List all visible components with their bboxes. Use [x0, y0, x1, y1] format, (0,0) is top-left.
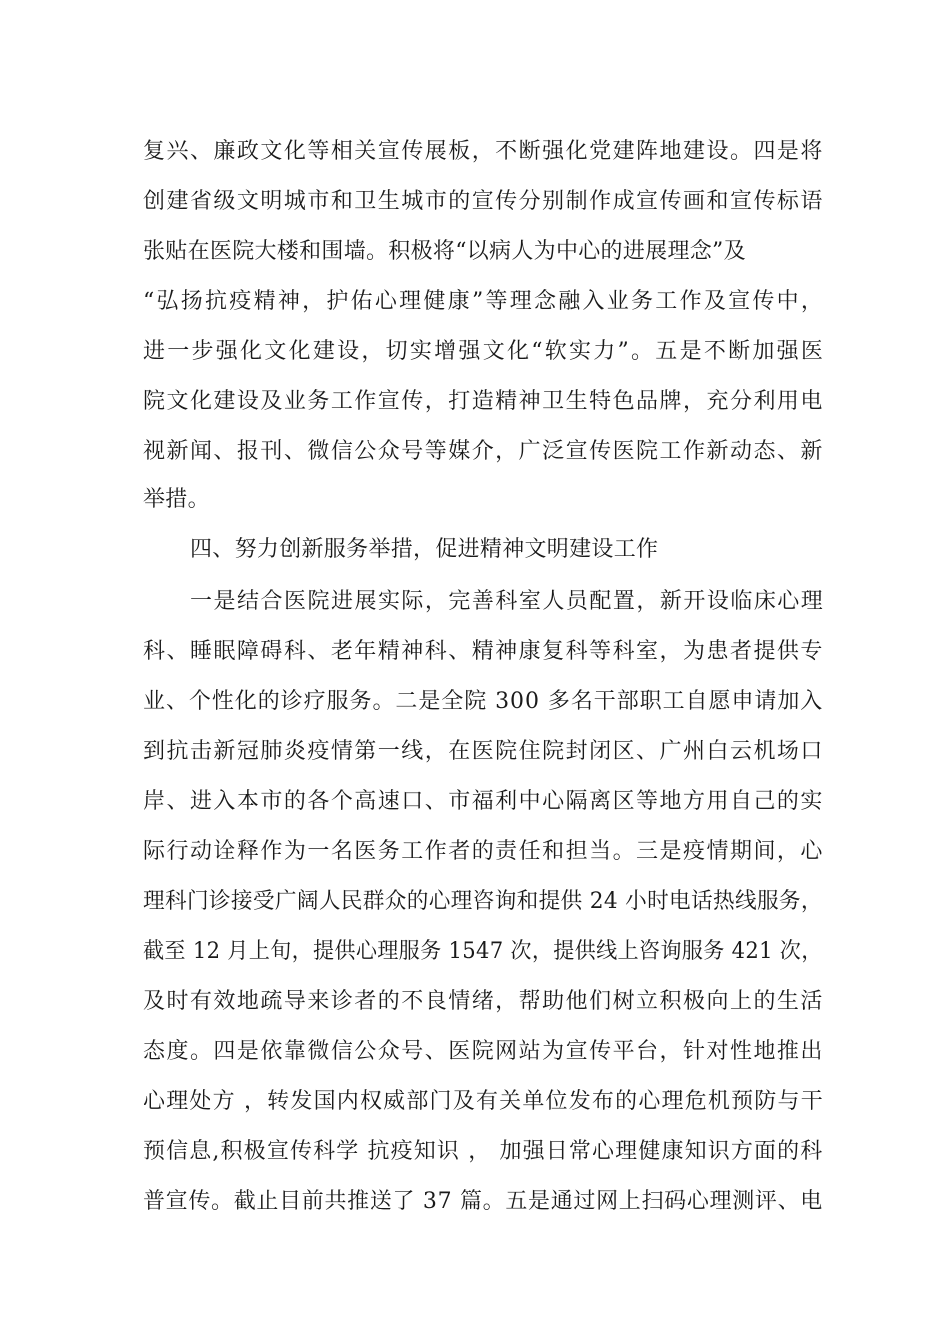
- paragraph-line: 进一步强化文化建设，切实增强文化“软实力”。五是不断加强医: [143, 339, 826, 364]
- paragraph-line: 视新闻、报刊、微信公众号等媒介，广泛宣传医院工作新动态、新: [143, 439, 824, 464]
- paragraph-line: 岸、进入本市的各个高速口、市福利中心隔离区等地方用自己的实: [143, 789, 824, 814]
- paragraph-line: 业、个性化的诊疗服务。二是全院 300 多名干部职工自愿申请加入: [143, 689, 824, 714]
- paragraph-line: 心理处方 ，转发国内权威部门及有关单位发布的心理危机预防与干: [143, 1089, 824, 1114]
- paragraph-line: 复兴、廉政文化等相关宣传展板，不断强化党建阵地建设。四是将: [143, 139, 824, 164]
- paragraph-line: 院文化建设及业务工作宣传，打造精神卫生特色品牌，充分利用电: [143, 389, 824, 414]
- paragraph-line: 及时有效地疏导来诊者的不良情绪，帮助他们树立积极向上的生活: [143, 989, 824, 1014]
- paragraph-line: 一是结合医院进展实际，完善科室人员配置，新开设临床心理: [190, 589, 825, 614]
- paragraph-line: 科、睡眠障碍科、老年精神科、精神康复科等科室，为患者提供专: [143, 639, 824, 664]
- paragraph-line: 普宣传。截止目前共推送了 37 篇。五是通过网上扫码心理测评、电: [143, 1189, 823, 1214]
- paragraph-line: 理科门诊接受广阔人民群众的心理咨询和提供 24 小时电话热线服务，: [143, 889, 823, 914]
- paragraph-line: 举措。: [143, 487, 210, 512]
- paragraph-line: 际行动诠释作为一名医务工作者的责任和担当。三是疫情期间，心: [143, 839, 824, 864]
- paragraph-line: 截至 12 月上旬，提供心理服务 1547 次，提供线上咨询服务 421 次，: [143, 939, 823, 964]
- paragraph-line: 创建省级文明城市和卫生城市的宣传分别制作成宣传画和宣传标语: [143, 189, 824, 214]
- paragraph-line: 到抗击新冠肺炎疫情第一线，在医院住院封闭区、广州白云机场口: [143, 739, 824, 764]
- paragraph-line: 预信息,积极宣传科学 抗疫知识 ， 加强日常心理健康知识方面的科: [143, 1139, 824, 1164]
- paragraph-line: “弘扬抗疫精神，护佑心理健康”等理念融入业务工作及宣传中，: [143, 289, 826, 314]
- paragraph-line: 态度。四是依靠微信公众号、医院网站为宣传平台，针对性地推出: [143, 1039, 824, 1064]
- paragraph-line: 张贴在医院大楼和围墙。积极将“以病人为中心的进展理念”及: [143, 239, 746, 264]
- section-heading: 四、努力创新服务举措，促进精神文明建设工作: [190, 537, 659, 562]
